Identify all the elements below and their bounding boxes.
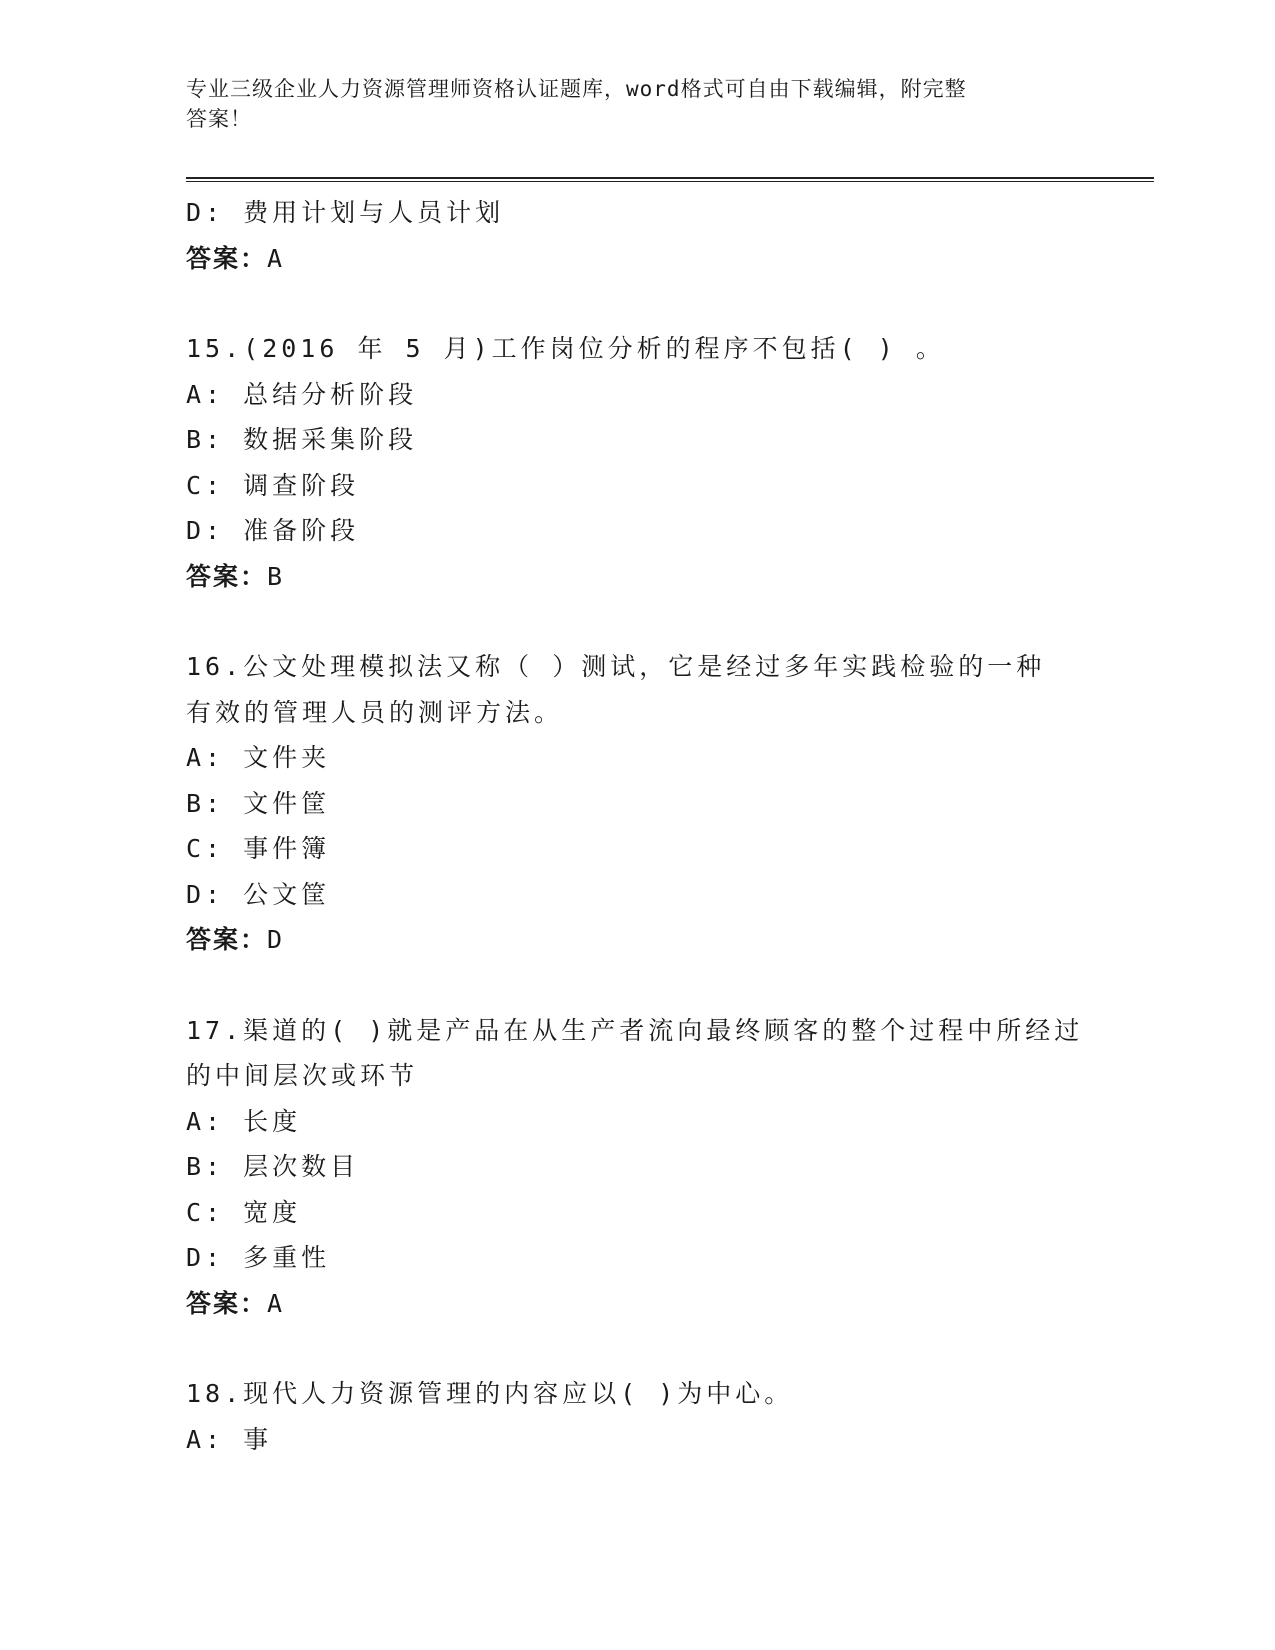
answer-label: 答案： — [186, 1288, 268, 1318]
question-list — [186, 190, 1086, 1462]
answer-label: 答案： — [186, 925, 268, 954]
answer-line — [186, 917, 1086, 963]
answer-line — [186, 236, 1086, 282]
header-line-1: 专业三级企业人力资源管理师资格认证题库，word格式可自由下载编辑，附完整 — [186, 77, 967, 101]
question-14 — [186, 190, 1086, 281]
option-d: D: 多重性 — [186, 1243, 331, 1272]
option-d: D: 费用计划与人员计划 — [186, 198, 505, 227]
answer-label: 答案： — [186, 243, 268, 273]
document-header — [186, 74, 1066, 134]
option-d: D: 公文筐 — [186, 879, 331, 909]
option-a: A: 长度 — [186, 1106, 302, 1136]
option-c: C: 调查阶段 — [186, 470, 360, 500]
question-18 — [186, 1371, 1086, 1462]
question-stem-line-2: 有效的管理人员的测评方法。 — [186, 697, 564, 727]
question-stem: 18.现代人力资源管理的内容应以( )为中心。 — [186, 1379, 794, 1408]
answer-value: A — [267, 1288, 285, 1318]
option-d: D: 准备阶段 — [186, 516, 360, 545]
question-17 — [186, 1008, 1086, 1327]
question-16 — [186, 644, 1086, 963]
answer-value: B — [267, 561, 285, 591]
answer-value: D — [267, 925, 285, 954]
question-stem-line-1: 16.公文处理模拟法又称（ ）测试，它是经过多年实践检验的一种 — [186, 652, 1046, 681]
option-c: C: 宽度 — [186, 1197, 302, 1227]
option-b: B: 文件筐 — [186, 788, 331, 818]
option-c: C: 事件簿 — [186, 834, 331, 863]
header-divider-thick — [186, 177, 1154, 179]
option-a: A: 总结分析阶段 — [186, 379, 418, 409]
answer-value: A — [267, 243, 285, 273]
option-a: A: 事 — [186, 1424, 273, 1454]
question-stem: 15.(2016 年 5 月)工作岗位分析的程序不包括( ) 。 — [186, 334, 945, 363]
question-15 — [186, 326, 1086, 599]
option-a: A: 文件夹 — [186, 743, 331, 772]
question-stem-line-2: 的中间层次或环节 — [186, 1061, 419, 1090]
option-b: B: 数据采集阶段 — [186, 425, 418, 454]
answer-line — [186, 1281, 1086, 1327]
option-b: B: 层次数目 — [186, 1152, 360, 1181]
header-divider-thin — [186, 181, 1154, 182]
header-line-2: 答案！ — [186, 107, 252, 131]
question-stem-line-1: 17.渠道的( )就是产品在从生产者流向最终顾客的整个过程中所经过 — [186, 1015, 1084, 1045]
answer-line — [186, 554, 1086, 600]
answer-label: 答案： — [186, 561, 268, 591]
